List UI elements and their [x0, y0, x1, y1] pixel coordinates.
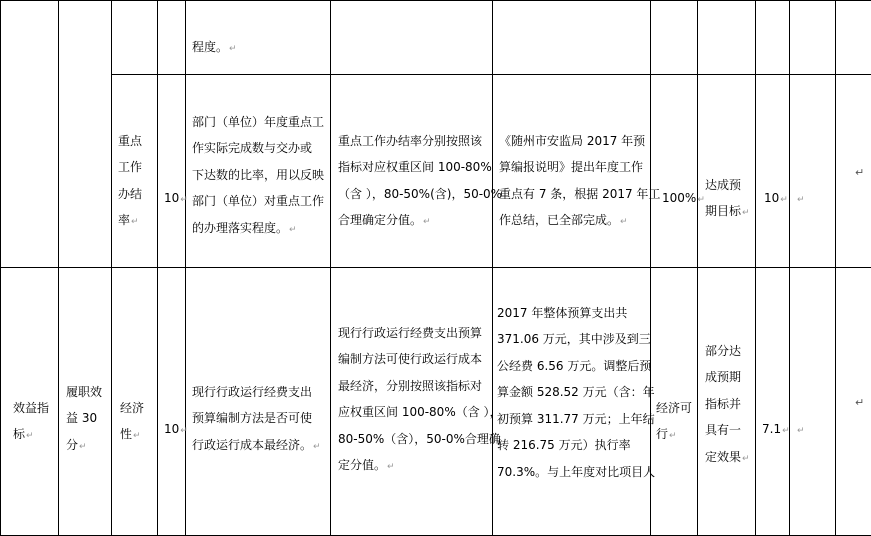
- cell-text: 程度。: [192, 39, 229, 54]
- cell-level1-indicator: [13, 368, 49, 450]
- paragraph-mark-icon: ↵: [620, 217, 628, 227]
- cell-text: 部门（单位）年度重点工 作实际完成数与交办或 下达数的比率，用以反映 部门（单位）对重点工作 的办理落实程度。: [192, 114, 325, 235]
- paragraph-mark-icon: ↵: [782, 425, 790, 436]
- cell-text: 部分达 成预期 指标并 具有一 定效果: [705, 343, 742, 464]
- cell-text: 重点 工作 办结 率: [118, 133, 143, 227]
- paragraph-mark-icon: ↵: [229, 43, 237, 54]
- paragraph-mark-icon: ↵: [697, 194, 705, 205]
- cell-text: 10: [164, 190, 180, 205]
- cell-text: 2017 年整体预算支出共 371.06 万元，其中涉及到三 公经费 6.56 万元。调整后预 算金额 528.52 万元（含：年 初预算 311.77 万元；上年结 转 216.75 万元）执行率 70.3%。与上年度对比项目人: [497, 305, 656, 479]
- table-rule: [330, 0, 331, 536]
- cell-text: 现行行政运行经费支出预算 编制方法可使行政运行成本 最经济，分别按照该指标对 应权重区间 100-80%（含 ）， 80-50%（含），50-0%合理确 定分值。: [338, 325, 502, 472]
- cell-result: [705, 145, 750, 227]
- cell-text: 经济 性: [120, 400, 145, 441]
- cell-level2-indicator: [66, 352, 102, 460]
- paragraph-mark-icon: ↵: [423, 217, 431, 227]
- cell-text: 达成预 期目标: [705, 177, 742, 218]
- table-rule: [185, 0, 186, 536]
- paragraph-mark-icon: ↵: [133, 431, 141, 441]
- cell-target: [662, 158, 705, 213]
- table-rule: [58, 0, 59, 536]
- cell-text: 重点工作办结率分别按照该 指标对应权重区间 100-80% （含 ），80-50%(含)，50-0% 合理确定分值。: [338, 133, 503, 227]
- cell-score: [762, 389, 790, 444]
- cell-text: 《随州市安监局 2017 年预 算编报说明》提出年度工作 重点有 7 条，根据 2017 年工 作总结，已全部完成。: [499, 133, 661, 227]
- paragraph-mark-icon: ↵: [742, 208, 750, 218]
- paragraph-mark-icon: ↵: [289, 224, 297, 235]
- cell-weight: [164, 158, 188, 213]
- paragraph-mark-icon: ↵: [742, 453, 750, 464]
- table-rule: [157, 0, 158, 536]
- cell-score: [764, 158, 788, 213]
- paragraph-mark-icon: ↵: [669, 431, 677, 441]
- cell-text: 10: [164, 421, 180, 436]
- paragraph-mark-icon: ↵: [79, 441, 87, 452]
- cell-result: [705, 311, 750, 472]
- paragraph-mark-icon: ↵: [180, 194, 188, 205]
- cell-text: 7.1: [762, 421, 782, 436]
- cell-text: 履职效 益 30 分: [66, 384, 103, 452]
- paragraph-mark-icon: ↵: [387, 462, 395, 472]
- paragraph-mark-icon: ↵: [131, 217, 139, 227]
- cell-target: [656, 368, 692, 450]
- cell-level3-indicator: [118, 101, 154, 236]
- table-rule: [0, 0, 871, 1]
- cell-level3-indicator: [120, 368, 144, 450]
- cell-text: 现行行政运行经费支出 预算编制方法是否可使 行政运行成本最经济。: [192, 384, 313, 452]
- table-rule: [835, 0, 836, 536]
- cell-scoring-rule: [338, 293, 502, 481]
- cell-text: 10: [764, 190, 780, 205]
- table-rule: [0, 0, 1, 536]
- cell-indicator-desc: [192, 82, 324, 243]
- cell-evidence: [499, 101, 660, 236]
- paragraph-mark-icon: ↵: [26, 431, 34, 441]
- row-end-mark-icon: ↵: [855, 396, 865, 409]
- paragraph-mark-icon: ↵: [313, 441, 321, 452]
- cell-evidence: [497, 273, 655, 485]
- cell-text: 经济可 行: [656, 400, 693, 441]
- cell-remark: [796, 389, 805, 444]
- paragraph-mark-icon: ↵: [180, 425, 188, 436]
- cell-remark: [796, 158, 805, 213]
- table-rule: [111, 74, 871, 75]
- table-rule: [697, 0, 698, 536]
- cell-scoring-rule: [338, 101, 502, 236]
- cell-indicator-desc: [192, 7, 237, 62]
- paragraph-mark-icon: ↵: [797, 425, 805, 436]
- table-rule: [0, 267, 871, 268]
- row-end-mark-icon: ↵: [855, 166, 865, 179]
- cell-indicator-desc: [192, 352, 321, 460]
- table-rule: [755, 0, 756, 536]
- paragraph-mark-icon: ↵: [780, 194, 788, 205]
- cell-weight: [164, 389, 188, 444]
- cell-text: 效益指 标: [13, 400, 50, 441]
- cell-text: 100%: [662, 190, 697, 205]
- paragraph-mark-icon: ↵: [797, 194, 805, 205]
- table-rule: [111, 0, 112, 536]
- table-rule: [789, 0, 790, 536]
